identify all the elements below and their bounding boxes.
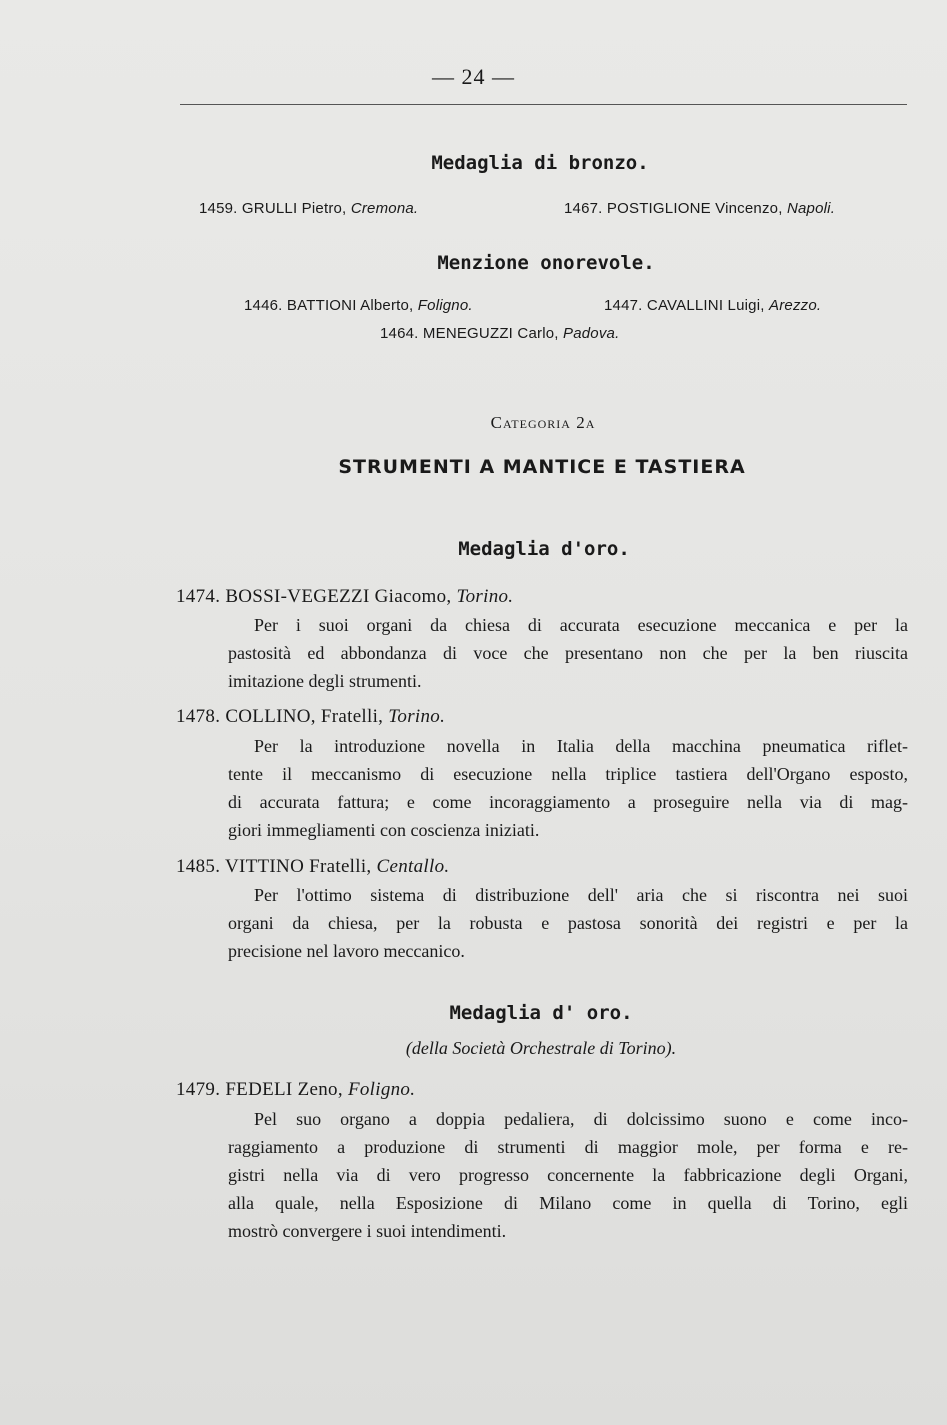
category-label: Categoria 2a <box>490 413 596 432</box>
section-title-bronze: Medaglia di bronzo. <box>431 152 649 174</box>
entry-number: 1459. <box>199 200 238 217</box>
text-line: di accurata fattura; e come incoraggiamento a proseguire nella via di mag- <box>228 792 908 812</box>
entry-name: BOSSI-VEGEZZI Giacomo, <box>225 586 452 607</box>
entry-number: 1464. <box>380 325 419 342</box>
entry-number: 1474. <box>176 586 221 607</box>
section-subtitle: (della Società Orchestrale di Torino). <box>405 1038 677 1058</box>
text-line: mostrò convergere i suoi intendimenti. <box>228 1221 507 1241</box>
entry-number: 1447. <box>604 297 643 314</box>
entry-gold-1478-text <box>228 732 908 844</box>
entry-number: 1485. <box>176 856 221 877</box>
entry-number: 1467. <box>564 200 603 217</box>
text-line: precisione nel lavoro meccanico. <box>228 941 465 961</box>
entry-gold-1478-head <box>176 706 445 728</box>
text-line: giori immegliamenti con coscienza iniziati. <box>228 820 540 840</box>
header-rule <box>180 104 907 105</box>
entry-gold-1474-head <box>176 586 513 608</box>
entry-name: COLLINO, Fratelli, <box>225 706 384 727</box>
entry-number: 1446. <box>244 297 283 314</box>
entry-name: VITTINO Fratelli, <box>224 856 372 877</box>
entry-name: FEDELI Zeno, <box>225 1079 343 1100</box>
section-title-honorable: Menzione onorevole. <box>437 252 655 274</box>
entry-name: POSTIGLIONE Vincenzo, <box>606 200 783 217</box>
entry-number: 1478. <box>176 706 221 727</box>
section-title-gold: Medaglia d'oro. <box>458 538 630 560</box>
section-title-gold-society: Medaglia d' oro. <box>449 1002 633 1024</box>
entry-bronze-1 <box>199 200 418 217</box>
entry-place: Cremona. <box>350 200 419 217</box>
entry-number: 1479. <box>176 1079 221 1100</box>
text-line: Per la introduzione novella in Italia della macchina pneumatica riflet- <box>254 736 908 756</box>
entry-place: Foligno. <box>417 297 473 314</box>
entry-name: BATTIONI Alberto, <box>286 297 414 314</box>
page-number: — 24 — <box>432 64 515 89</box>
entry-place: Arezzo. <box>769 297 822 314</box>
text-line: tente il meccanismo di esecuzione nella triplice tastiera dell'Organo esposto, <box>228 764 908 784</box>
category-title: STRUMENTI A MANTICE E TASTIERA <box>338 456 746 478</box>
text-line: imitazione degli strumenti. <box>228 671 422 691</box>
text-line: pastosità ed abbondanza di voce che presentano non che per la ben riuscita <box>228 643 908 663</box>
entry-place: Foligno. <box>347 1079 416 1100</box>
text-line: alla quale, nella Esposizione di Milano come in quella di Torino, egli <box>228 1193 908 1213</box>
entry-name: GRULLI Pietro, <box>241 200 347 217</box>
text-line: Per i suoi organi da chiesa di accurata esecuzione meccanica e per la <box>254 615 908 635</box>
entry-gold-1479-head <box>176 1079 415 1101</box>
entry-gold-1479-text <box>228 1105 908 1245</box>
entry-gold-1474-text <box>228 611 908 695</box>
entry-place: Padova. <box>563 325 620 342</box>
entry-honorable-1 <box>244 297 473 314</box>
entry-honorable-3 <box>380 325 619 342</box>
entry-honorable-2 <box>604 297 821 314</box>
text-line: Pel suo organo a doppia pedaliera, di dolcissimo suono e come inco- <box>254 1109 908 1129</box>
text-line: raggiamento a produzione di strumenti di maggior mole, per forma e re- <box>228 1137 908 1157</box>
text-line: Per l'ottimo sistema di distribuzione dell' aria che si riscontra nei suoi <box>254 885 908 905</box>
entry-place: Napoli. <box>786 200 836 217</box>
entry-name: MENEGUZZI Carlo, <box>422 325 559 342</box>
entry-name: CAVALLINI Luigi, <box>646 297 765 314</box>
entry-gold-1485-head <box>176 856 449 878</box>
entry-gold-1485-text <box>228 881 908 965</box>
entry-place: Centallo. <box>376 856 450 877</box>
text-line: gistri nella via di vero progresso concernente la fabbricazione degli Organi, <box>228 1165 908 1185</box>
text-line: organi da chiesa, per la robusta e pastosa sonorità dei registri e per la <box>228 913 908 933</box>
entry-bronze-2 <box>564 200 835 217</box>
entry-place: Torino. <box>388 706 446 727</box>
entry-place: Torino. <box>456 586 514 607</box>
